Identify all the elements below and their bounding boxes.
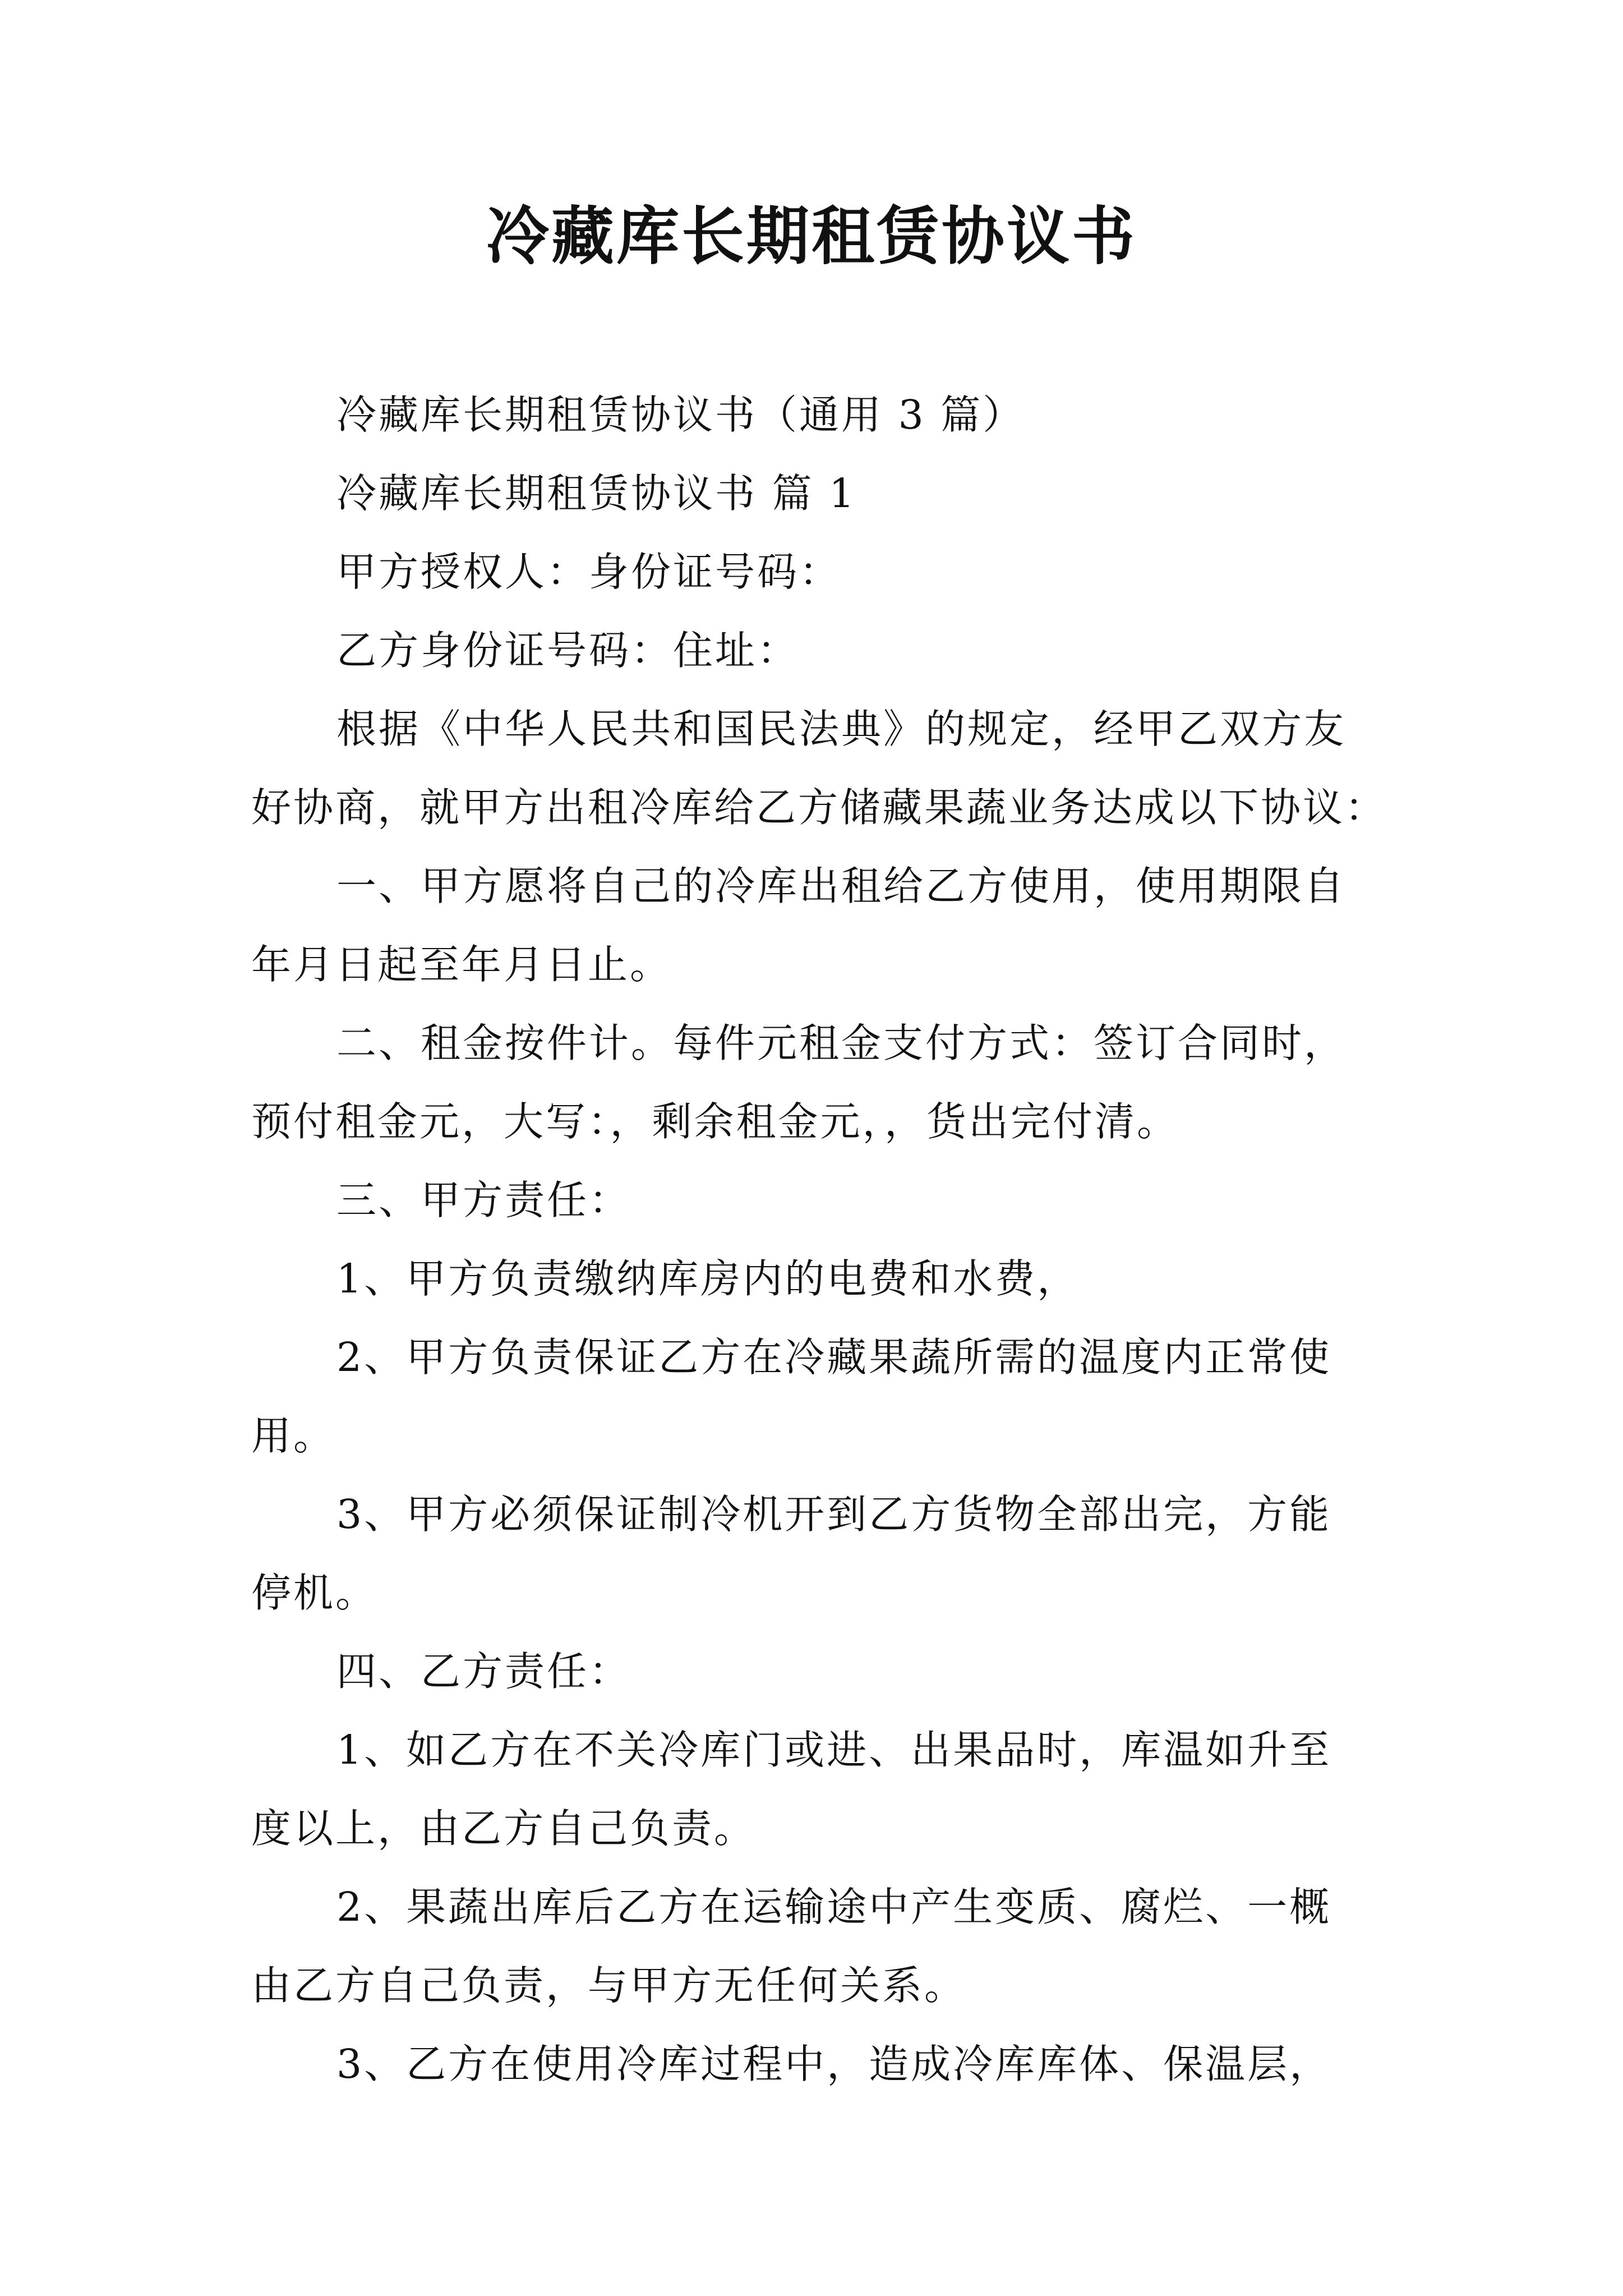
- paragraph-line: 3、甲方必须保证制冷机开到乙方货物全部出完，方能: [336, 1491, 1332, 1538]
- paragraph-party-b: [251, 611, 1386, 690]
- paragraph-line: 乙方身份证号码：住址：: [336, 627, 800, 674]
- paragraph-party-a: [251, 533, 1386, 611]
- document-body: [251, 376, 1386, 2104]
- paragraph-line: 预付租金元，大写：，剩余租金元，，货出完付清。: [251, 1098, 1179, 1145]
- paragraph-line: 二、租金按件计。每件元租金支付方式：签订合同时，: [336, 1020, 1347, 1066]
- paragraph-clause-4-item-2: [251, 1868, 1386, 2025]
- paragraph-line: 停机。: [251, 1570, 378, 1616]
- paragraph-line: 一、甲方愿将自己的冷库出租给乙方使用，使用期限自: [336, 863, 1347, 909]
- paragraph-heading: [251, 376, 1386, 454]
- paragraph-clause-3-item-2: [251, 1318, 1386, 1475]
- paragraph-clause-1: [251, 847, 1386, 1004]
- paragraph-clause-4-item-1: [251, 1711, 1386, 1868]
- paragraph-line: 度以上，由乙方自己负责。: [251, 1805, 757, 1852]
- document-title: 冷藏库长期租赁协议书: [486, 200, 1137, 273]
- paragraph-clause-3: [251, 1161, 1386, 1240]
- paragraph-subheading: [251, 454, 1386, 533]
- paragraph-line: 三、甲方责任：: [336, 1177, 631, 1223]
- paragraph-line: 年月日起至年月日止。: [251, 941, 672, 988]
- paragraph-line: 好协商，就甲方出租冷库给乙方储藏果蔬业务达成以下协议：: [251, 784, 1387, 831]
- paragraph-line: 甲方授权人：身份证号码：: [336, 549, 842, 595]
- paragraph-line: 2、果蔬出库后乙方在运输途中产生变质、腐烂、一概: [336, 1884, 1332, 1930]
- paragraph-line: 1、如乙方在不关冷库门或进、出果品时，库温如升至: [336, 1727, 1332, 1773]
- paragraph-line: 冷藏库长期租赁协议书 篇 1: [336, 470, 857, 517]
- paragraph-line: 冷藏库长期租赁协议书（通用 3 篇）: [336, 392, 1025, 438]
- paragraph-line: 2、甲方负责保证乙方在冷藏果蔬所需的温度内正常使: [336, 1334, 1332, 1381]
- paragraph-line: 四、乙方责任：: [336, 1648, 631, 1695]
- paragraph-clause-4-item-3: [251, 2025, 1386, 2104]
- paragraph-line: 3、乙方在使用冷库过程中，造成冷库库体、保温层，: [336, 2041, 1332, 2087]
- paragraph-clause-2: [251, 1004, 1386, 1161]
- paragraph-clause-3-item-3: [251, 1475, 1386, 1632]
- paragraph-line: 根据《中华人民共和国民法典》的规定，经甲乙双方友: [336, 706, 1347, 752]
- paragraph-clause-3-item-1: [251, 1240, 1386, 1318]
- paragraph-line: 1、甲方负责缴纳库房内的电费和水费，: [336, 1255, 1080, 1302]
- paragraph-clause-4: [251, 1632, 1386, 1711]
- paragraph-line: 由乙方自己负责，与甲方无任何关系。: [251, 1962, 967, 2009]
- paragraph-line: 用。: [251, 1412, 336, 1459]
- paragraph-preamble: [251, 690, 1386, 847]
